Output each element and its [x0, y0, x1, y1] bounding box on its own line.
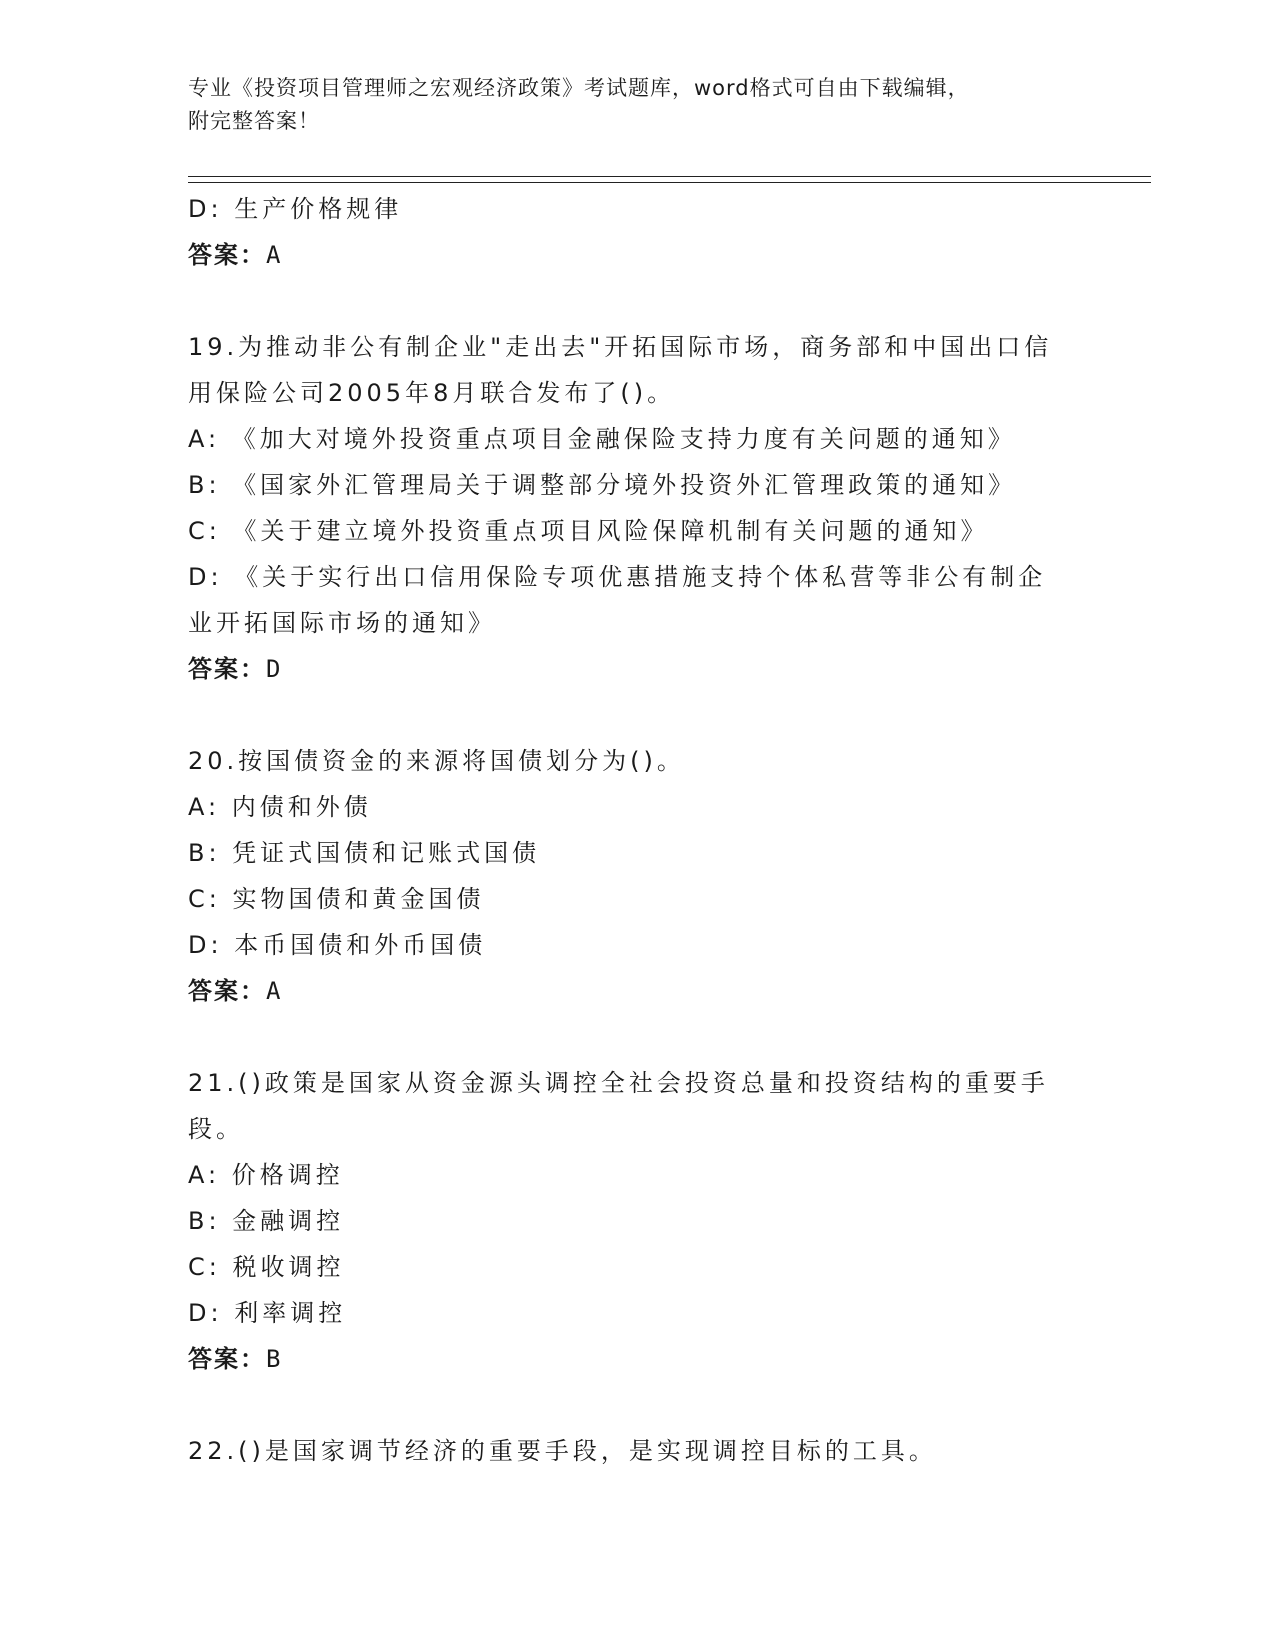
question-stem: 22.()是国家调节经济的重要手段，是实现调控目标的工具。 [188, 1437, 937, 1465]
header-title-line-1: 专业《投资项目管理师之宏观经济政策》考试题库，word格式可自由下载编辑， [188, 76, 970, 100]
header-title-line-2: 附完整答案！ [188, 109, 320, 133]
answer-label: 答案： [188, 655, 266, 683]
option-d-continued: 业开拓国际市场的通知》 [188, 609, 496, 637]
answer-value: D [266, 655, 283, 683]
option-a: A: 价格调控 [188, 1161, 344, 1189]
question-20 [188, 738, 1088, 1014]
option-c: C: 税收调控 [188, 1253, 345, 1281]
question-stem: 用保险公司2005年8月联合发布了()。 [188, 379, 676, 407]
question-list [188, 186, 1088, 1474]
option-b: B: 《国家外汇管理局关于调整部分境外投资外汇管理政策的通知》 [188, 471, 1017, 499]
option-d: D: 《关于实行出口信用保险专项优惠措施支持个体私营等非公有制企 [188, 563, 1047, 591]
answer-value: A [266, 977, 283, 1005]
answer-label: 答案： [188, 241, 266, 269]
document-header [188, 72, 1068, 138]
question-stem: 19.为推动非公有制企业"走出去"开拓国际市场，商务部和中国出口信 [188, 333, 1053, 361]
option-a: A: 内债和外债 [188, 793, 372, 821]
option-d: D: 利率调控 [188, 1299, 347, 1327]
option-c: C: 《关于建立境外投资重点项目风险保障机制有关问题的通知》 [188, 517, 989, 545]
option-b: B: 金融调控 [188, 1207, 345, 1235]
answer-label: 答案： [188, 977, 266, 1005]
option-a: A: 《加大对境外投资重点项目金融保险支持力度有关问题的通知》 [188, 425, 1016, 453]
answer-line [188, 968, 1088, 1014]
question-stem: 段。 [188, 1115, 244, 1143]
question-stem: 21.()政策是国家从资金源头调控全社会投资总量和投资结构的重要手 [188, 1069, 1049, 1097]
question-stem: 20.按国债资金的来源将国债划分为()。 [188, 747, 685, 775]
answer-line [188, 646, 1088, 692]
question-19 [188, 324, 1088, 692]
header-divider [188, 176, 1151, 183]
previous-question-tail [188, 186, 1088, 278]
option-d: D: 生产价格规律 [188, 195, 403, 223]
answer-value: B [266, 1345, 283, 1373]
option-d: D: 本币国债和外币国债 [188, 931, 487, 959]
answer-line [188, 1336, 1088, 1382]
question-21 [188, 1060, 1088, 1382]
option-b: B: 凭证式国债和记账式国债 [188, 839, 541, 867]
answer-value: A [266, 241, 283, 269]
option-c: C: 实物国债和黄金国债 [188, 885, 485, 913]
answer-line [188, 232, 1088, 278]
answer-label: 答案： [188, 1345, 266, 1373]
question-22 [188, 1428, 1088, 1474]
